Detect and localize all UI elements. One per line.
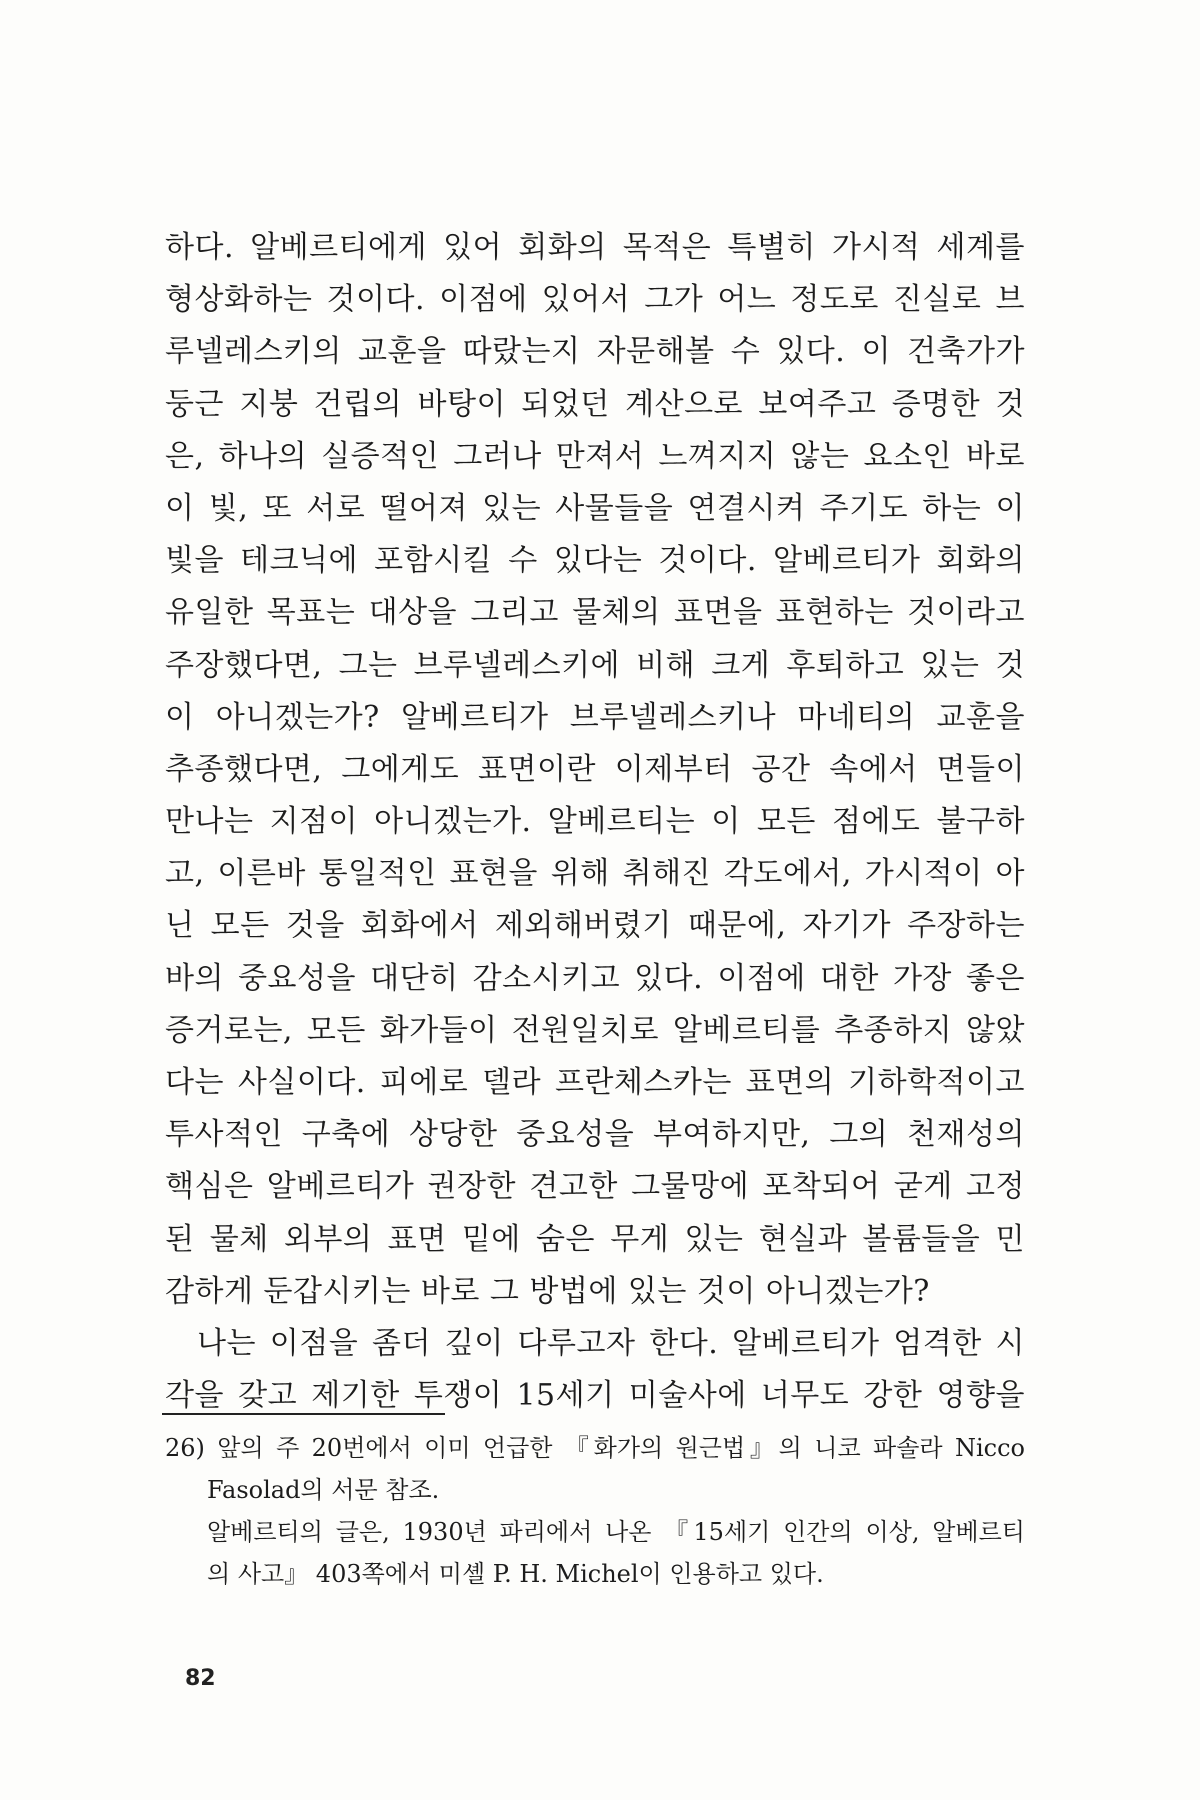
footnote-line: Fasolad의 서문 참조. — [207, 1476, 440, 1504]
body-line: 루넬레스키의 교훈을 따랐는지 자문해볼 수 있다. 이 건축가가 — [165, 334, 1025, 370]
body-line: 증거로는, 모든 화가들이 전원일치로 알베르티를 추종하지 않았 — [165, 1012, 1025, 1048]
body-line: 투사적인 구축에 상당한 중요성을 부여하지만, 그의 천재성의 — [165, 1117, 1025, 1153]
body-line: 핵심은 알베르티가 권장한 견고한 그물망에 포착되어 굳게 고정 — [165, 1169, 1025, 1205]
body-line: 감하게 둔갑시키는 바로 그 방법에 있는 것이 아니겠는가? — [165, 1273, 930, 1309]
footnote-line: 26) 앞의 주 20번에서 이미 언급한 『화가의 원근법』의 니코 파솔라 Nicco — [165, 1434, 1025, 1462]
footnote-line: 알베르티의 글은, 1930년 파리에서 나온 『15세기 인간의 이상, 알베르티 — [207, 1518, 1025, 1546]
body-line: 다는 사실이다. 피에로 델라 프란체스카는 표면의 기하학적이고 — [165, 1065, 1025, 1100]
body-line: 추종했다면, 그에게도 표면이란 이제부터 공간 속에서 면들이 — [165, 751, 1025, 787]
body-text — [165, 222, 1025, 1422]
footnotes — [165, 1427, 1025, 1595]
body-line: 만나는 지점이 아니겠는가. 알베르티는 이 모든 점에도 불구하 — [165, 804, 1025, 840]
body-line: 하다. 알베르티에게 있어 회화의 목적은 특별히 가시적 세계를 — [165, 230, 1025, 265]
body-line: 주장했다면, 그는 브루넬레스키에 비해 크게 후퇴하고 있는 것 — [165, 647, 1025, 683]
body-line: 유일한 목표는 대상을 그리고 물체의 표면을 표현하는 것이라고 — [165, 595, 1025, 631]
page-number: 82 — [185, 1666, 216, 1691]
body-line: 빛을 테크닉에 포함시킬 수 있다는 것이다. 알베르티가 회화의 — [165, 543, 1025, 579]
body-line: 닌 모든 것을 회화에서 제외해버렸기 때문에, 자기가 주장하는 — [165, 908, 1025, 944]
body-line: 고, 이른바 통일적인 표현을 위해 취해진 각도에서, 가시적이 아 — [165, 856, 1025, 892]
body-line-paragraph-start: 나는 이점을 좀더 깊이 다루고자 한다. 알베르티가 엄격한 시 — [197, 1325, 1025, 1361]
footnote-rule — [162, 1413, 445, 1415]
body-line: 된 물체 외부의 표면 밑에 숨은 무게 있는 현실과 볼륨들을 민 — [165, 1221, 1025, 1257]
body-line: 각을 갖고 제기한 투쟁이 15세기 미술사에 너무도 강한 영향을 — [165, 1378, 1025, 1414]
body-line: 은, 하나의 실증적인 그러나 만져서 느껴지지 않는 요소인 바로 — [165, 438, 1025, 474]
footnote-line: 의 사고』 403쪽에서 미셸 P. H. Michel이 인용하고 있다. — [207, 1560, 824, 1588]
body-line: 둥근 지붕 건립의 바탕이 되었던 계산으로 보여주고 증명한 것 — [165, 386, 1025, 422]
body-line: 형상화하는 것이다. 이점에 있어서 그가 어느 정도로 진실로 브 — [165, 282, 1025, 318]
body-line: 바의 중요성을 대단히 감소시키고 있다. 이점에 대한 가장 좋은 — [165, 960, 1025, 996]
body-line: 이 아니겠는가? 알베르티가 브루넬레스키나 마네티의 교훈을 — [165, 699, 1025, 735]
body-line: 이 빛, 또 서로 떨어져 있는 사물들을 연결시켜 주기도 하는 이 — [165, 490, 1025, 526]
